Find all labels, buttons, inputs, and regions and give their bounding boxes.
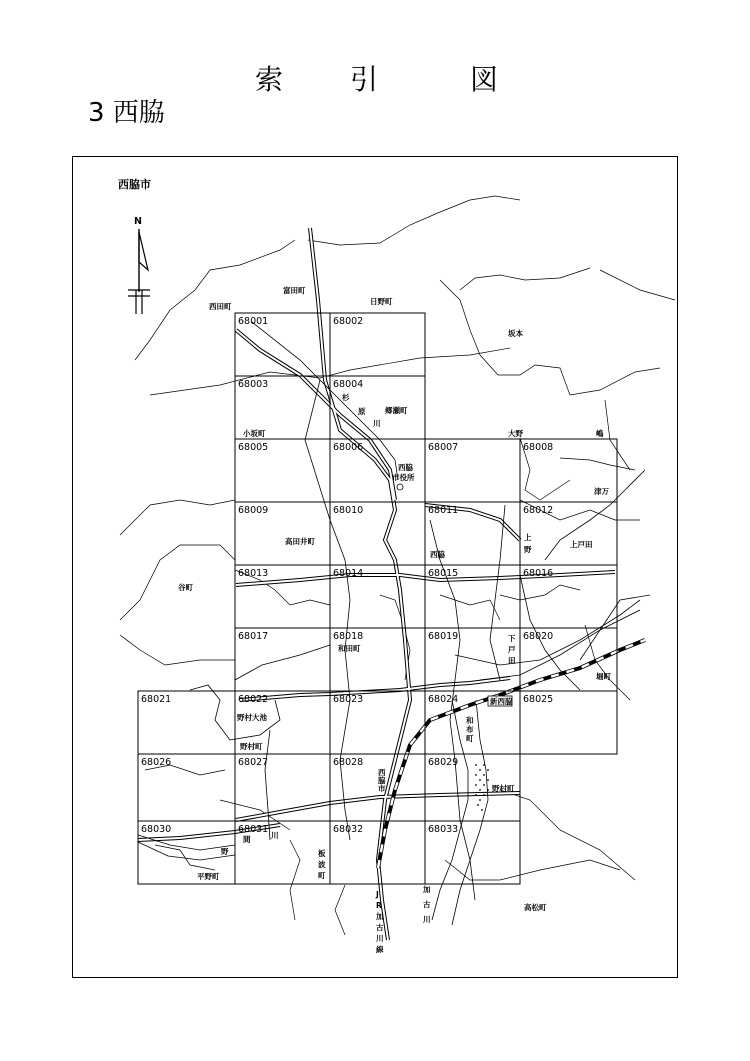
place-label: 上 xyxy=(524,533,532,542)
cell-label: 68002 xyxy=(333,316,364,327)
cell-label: 68020 xyxy=(523,631,554,642)
place-label: 川 xyxy=(271,831,279,840)
place-label: R xyxy=(376,901,382,910)
cell-label: 68031 xyxy=(238,824,269,835)
place-label: 堀町 xyxy=(596,672,611,681)
place-label: 町 xyxy=(318,871,326,880)
cell-label: 68015 xyxy=(428,568,459,579)
place-label: 大野 xyxy=(508,429,523,438)
cell-label: 68018 xyxy=(333,631,364,642)
place-label: 津万 xyxy=(594,487,609,496)
place-label: 川 xyxy=(423,915,431,924)
cell-label: 68032 xyxy=(333,824,364,835)
place-label: 野村町 xyxy=(240,742,263,751)
city-name: 西脇市 xyxy=(118,178,151,191)
city-hall-icon xyxy=(397,484,403,490)
cell-label: 68017 xyxy=(238,631,269,642)
place-label: 板 xyxy=(318,849,326,858)
cell-label: 68004 xyxy=(333,379,364,390)
cell-label: 68019 xyxy=(428,631,459,642)
place-label: 高松町 xyxy=(524,903,547,912)
cell-label: 68001 xyxy=(238,316,269,327)
place-label: 杉 xyxy=(342,393,350,402)
cell-label: 68014 xyxy=(333,568,364,579)
place-label: 小坂町 xyxy=(243,429,266,438)
cell-label: 68030 xyxy=(141,824,172,835)
cell-label: 68023 xyxy=(333,694,364,705)
place-label: 日野町 xyxy=(370,297,393,306)
place-label: 西田町 xyxy=(209,302,232,311)
place-label: 平野町 xyxy=(197,872,220,881)
north-arrow-icon xyxy=(128,216,150,314)
cell-label: 68021 xyxy=(141,694,172,705)
cell-label: 68033 xyxy=(428,824,459,835)
cell-label: 68013 xyxy=(238,568,269,579)
place-label: 下 xyxy=(508,634,516,643)
place-label: 和 xyxy=(466,716,474,725)
place-label: 布 xyxy=(466,725,474,734)
place-label: 川 xyxy=(373,419,381,428)
place-label: 野 xyxy=(221,847,229,856)
page-subtitle: 3 西脇 xyxy=(88,98,165,128)
cell-label: 68010 xyxy=(333,505,364,516)
place-label: 古 xyxy=(423,900,431,909)
place-label: 野村町 xyxy=(492,784,515,793)
place-label: 富田町 xyxy=(283,286,306,295)
cell-label: 68016 xyxy=(523,568,554,579)
cell-label: 68008 xyxy=(523,442,554,453)
place-label: 線 xyxy=(376,945,384,954)
place-label: 坂本 xyxy=(508,329,523,338)
title-char-3: 図 xyxy=(470,63,499,96)
place-label: 波 xyxy=(318,860,326,869)
north-label: N xyxy=(134,216,142,227)
place-label: 脇 xyxy=(378,776,386,785)
cell-label: 68028 xyxy=(333,757,364,768)
cell-label: 68024 xyxy=(428,694,459,705)
cell-label: 68022 xyxy=(238,694,269,705)
place-label: 古 xyxy=(376,923,384,932)
cell-label: 68025 xyxy=(523,694,554,705)
cell-label: 68009 xyxy=(238,505,269,516)
place-label: 間 xyxy=(243,835,251,844)
place-label: 田 xyxy=(508,656,516,665)
cell-label: 68005 xyxy=(238,442,269,453)
place-label: 町 xyxy=(466,734,474,743)
cell-label: 68027 xyxy=(238,757,269,768)
place-label: 戸 xyxy=(508,645,516,654)
cell-label: 68029 xyxy=(428,757,459,768)
place-label: 野 xyxy=(524,545,532,554)
cell-label: 68011 xyxy=(428,505,459,516)
station-label: 新西脇 xyxy=(490,697,513,706)
cell-label: 68006 xyxy=(333,442,364,453)
place-label: 高田井町 xyxy=(285,537,315,546)
place-label: 郷瀬町 xyxy=(385,406,408,415)
place-label: 市役所 xyxy=(392,473,415,482)
place-label: 加 xyxy=(376,912,384,921)
place-label: 野村大池 xyxy=(237,713,267,722)
place-label: 上戸田 xyxy=(570,540,593,549)
place-label: 西脇 xyxy=(398,463,413,472)
place-label: 谷町 xyxy=(178,583,193,592)
place-label: 和田町 xyxy=(338,644,361,653)
title-char-1: 索 xyxy=(255,63,284,96)
place-label: 西脇 xyxy=(430,550,445,559)
place-label: 嶋 xyxy=(596,429,604,438)
place-label: J xyxy=(376,890,379,899)
title-char-2: 引 xyxy=(350,63,379,96)
roads xyxy=(138,228,650,940)
place-label: 加 xyxy=(423,885,431,894)
cell-label: 68003 xyxy=(238,379,269,390)
place-label: 原 xyxy=(358,407,366,416)
cell-label: 68007 xyxy=(428,442,459,453)
place-label: 市 xyxy=(378,784,386,793)
cell-label: 68012 xyxy=(523,505,554,516)
place-label: 西 xyxy=(378,768,386,777)
cell-label: 68026 xyxy=(141,757,172,768)
place-label: 川 xyxy=(376,934,384,943)
